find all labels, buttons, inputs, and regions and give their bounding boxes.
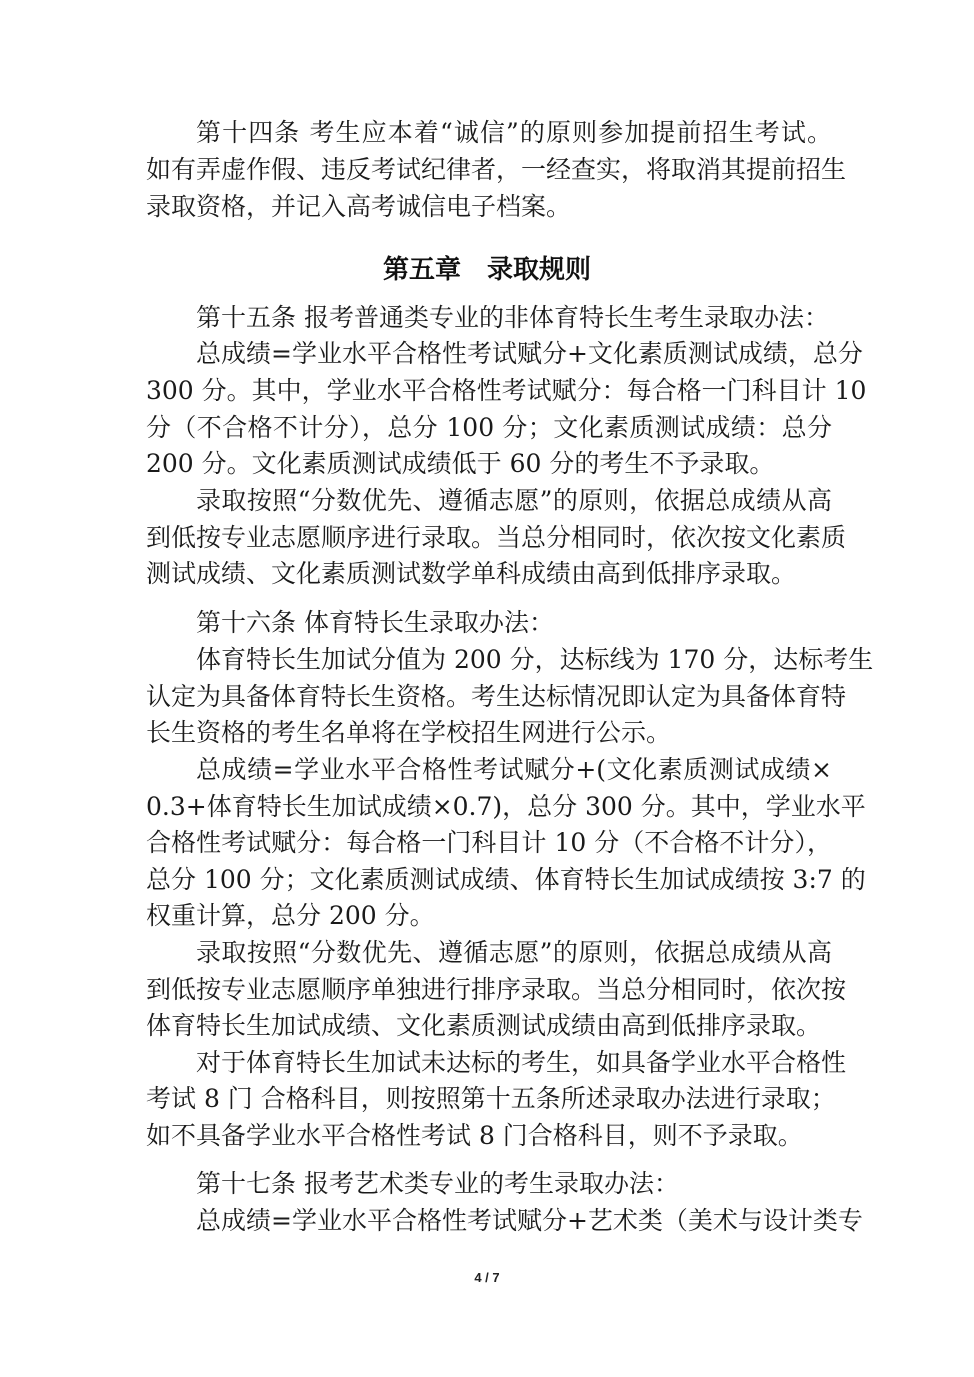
article-16-title: 第十六条 体育特长生录取办法：: [196, 608, 554, 637]
page-number: 4 / 7: [474, 1270, 500, 1285]
article-16-line: 到低按专业志愿顺序单独进行排序录取。当总分相同时，依次按: [146, 975, 847, 1004]
article-14-line-3: 录取资格，并记入高考诚信电子档案。: [146, 192, 572, 221]
article-16-line: 对于体育特长生加试未达标的考生，如具备学业水平合格性: [196, 1048, 847, 1077]
article-14-line-1: 第十四条 考生应本着“诚信”的原则参加提前招生考试。: [196, 118, 832, 147]
article-15-line: 分（不合格不计分），总分 100 分；文化素质测试成绩：总分: [146, 413, 832, 442]
article-16-line: 考试 8 门 合格科目，则按照第十五条所述录取办法进行录取；: [146, 1084, 836, 1113]
article-15-line: 到低按专业志愿顺序进行录取。当总分相同时，依次按文化素质: [146, 523, 847, 552]
article-15-line: 录取按照“分数优先、遵循志愿”的原则，依据总成绩从高: [196, 486, 832, 515]
article-16-line: 体育特长生加试成绩、文化素质测试成绩由高到低排序录取。: [146, 1011, 822, 1040]
chapter-heading: 第五章 录取规则: [382, 255, 591, 285]
article-15-title: 第十五条 报考普通类专业的非体育特长生考生录取办法：: [196, 303, 829, 332]
article-16-line: 合格性考试赋分：每合格一门科目计 10 分（不合格不计分），: [146, 828, 832, 857]
article-15-line: 测试成绩、文化素质测试数学单科成绩由高到低排序录取。: [146, 559, 797, 588]
article-16-line: 长生资格的考生名单将在学校招生网进行公示。: [146, 718, 672, 747]
article-16-line: 0.3+体育特长生加试成绩×0.7)，总分 300 分。其中，学业水平: [146, 792, 866, 821]
article-17-title: 第十七条 报考艺术类专业的考生录取办法：: [196, 1169, 679, 1198]
article-16-line: 总成绩=学业水平合格性考试赋分+(文化素质测试成绩×: [196, 755, 832, 784]
article-16-line: 体育特长生加试分值为 200 分，达标线为 170 分，达标考生: [196, 645, 874, 674]
article-16-line: 录取按照“分数优先、遵循志愿”的原则，依据总成绩从高: [196, 938, 832, 967]
article-15-line: 总成绩=学业水平合格性考试赋分+文化素质测试成绩，总分: [196, 339, 863, 368]
article-16-line: 权重计算，总分 200 分。: [146, 901, 435, 930]
article-15-line: 200 分。文化素质测试成绩低于 60 分的考生不予录取。: [146, 449, 775, 478]
article-16-line: 如不具备学业水平合格性考试 8 门合格科目，则不予录取。: [146, 1121, 803, 1150]
article-16-line: 总分 100 分；文化素质测试成绩、体育特长生加试成绩按 3:7 的: [146, 865, 866, 894]
article-15-line: 300 分。其中，学业水平合格性考试赋分：每合格一门科目计 10: [146, 376, 867, 405]
article-17-line: 总成绩=学业水平合格性考试赋分+艺术类（美术与设计类专: [196, 1206, 863, 1235]
article-16-line: 认定为具备体育特长生资格。考生达标情况即认定为具备体育特: [146, 682, 847, 711]
article-14-line-2: 如有弄虚作假、违反考试纪律者，一经查实，将取消其提前招生: [146, 155, 847, 184]
